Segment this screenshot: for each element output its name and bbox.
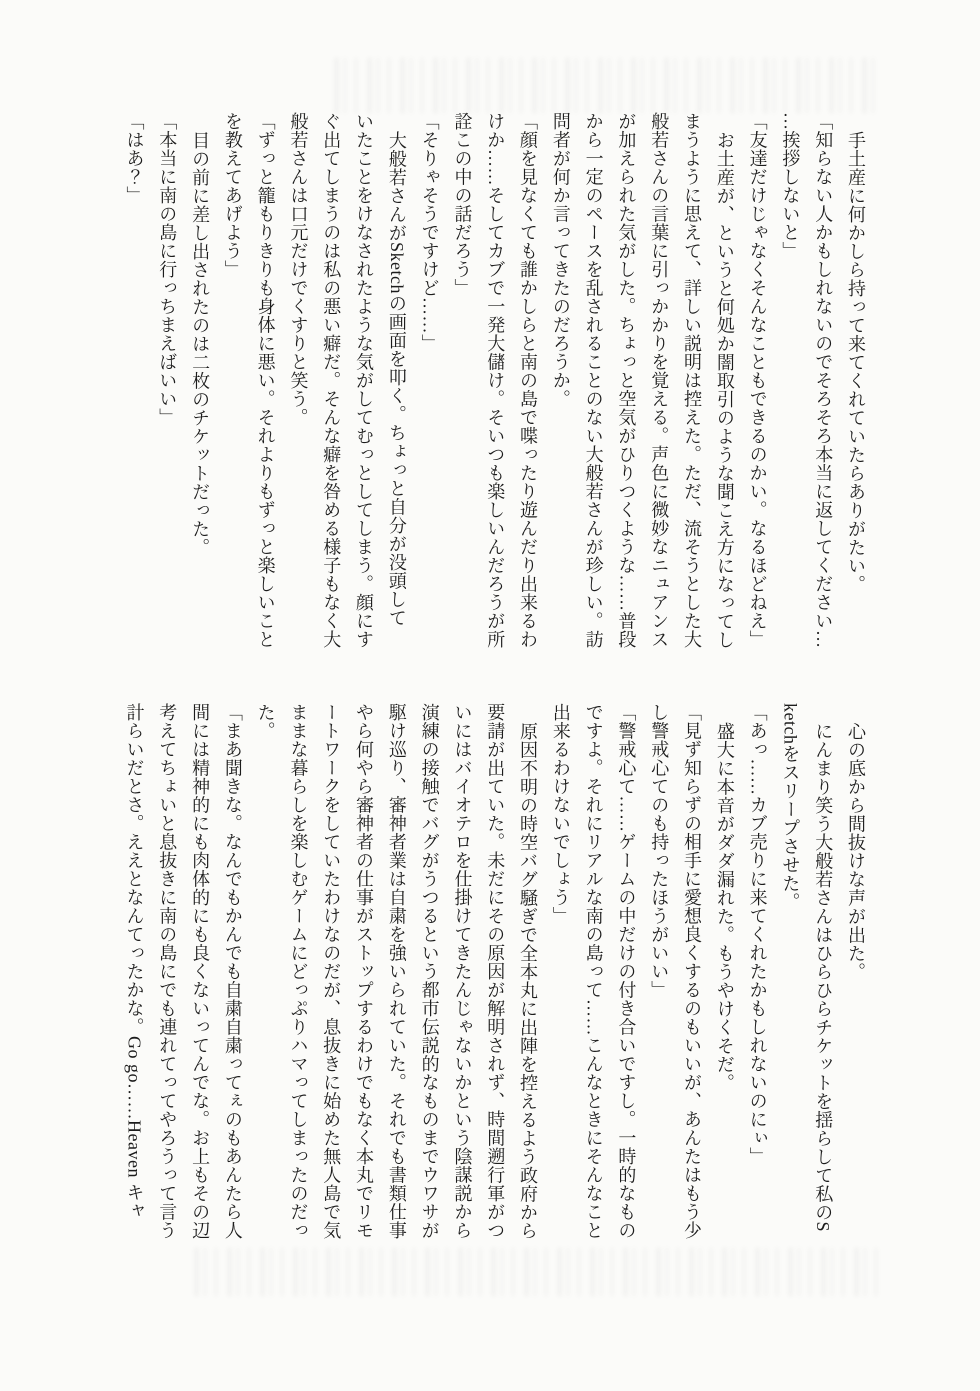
- text-line: お土産が、というと何処か闇取引のような聞こえ方になってし: [714, 130, 735, 649]
- text-line: し警戒心てのも持ったほうがいい」: [649, 703, 670, 999]
- text-line: 要請が出ていた。未だにその原因が解明されず、時間遡行軍がつ: [485, 703, 506, 1240]
- text-line: 盛大に本音がダダ漏れた。もうやけくそだ。: [714, 721, 735, 1092]
- text-line: ketchをスリープさせた。: [780, 703, 801, 911]
- text-line: いにはバイオテロを仕掛けてきたんじゃないかという陰謀説から: [452, 703, 473, 1240]
- text-line: ままな暮らしを楽しむゲームにどっぷりハマってしまったのだっ: [288, 703, 309, 1240]
- showthrough-top: [335, 58, 875, 113]
- text-line: ですよ。それにリアルな南の島って……こんなときにそんなこと: [583, 703, 604, 1240]
- text-line: 演練の接触でバグがうつるという都市伝説的なものまでウワサが: [419, 703, 440, 1240]
- text-line: いたことをけなされたような気がしてむっとしてしまう。顔にす: [354, 112, 375, 649]
- showthrough-bottom: [195, 1248, 885, 1296]
- text-line: 「知らない人かもしれないのでそろそろ本当に返してください…: [813, 112, 834, 649]
- text-line: やら何やら審神者の仕事がストップするわけでもなく本丸でリモ: [354, 703, 375, 1240]
- text-line: 般若さんは口元だけでくすりと笑う。: [288, 112, 309, 427]
- text-line: た。: [255, 703, 276, 740]
- text-line: 「まあ聞きな。なんでもかんでも自粛自粛ってぇのもあんたら人: [222, 703, 243, 1240]
- text-line: 「顔を見なくても誰かしらと南の島で喋ったり遊んだり出来るわ: [518, 112, 539, 649]
- text-line: 「はあ？」: [124, 112, 145, 205]
- text-line: けか……そしてカブで一発大儲け。そいつも楽しいんだろうが所: [485, 112, 506, 649]
- text-line: 「ずっと籠もりきりも身体に悪い。それよりもずっと楽しいこと: [255, 112, 276, 649]
- passage-top: [118, 112, 872, 668]
- text-line: から一定のペースを乱されることのない大般若さんが珍しい。訪: [583, 112, 604, 649]
- text-line: 「見ず知らずの相手に愛想良くするのもいいが、あんたはもう少: [682, 703, 703, 1240]
- text-line: 心の底から間抜けな声が出た。: [846, 721, 866, 981]
- text-line: にんまり笑う大般若さんはひらひらチケットを揺らして私のS: [813, 721, 834, 1232]
- text-line: 「友達だけじゃなくそんなこともできるのかい。なるほどねえ」: [747, 112, 768, 649]
- text-line: 「本当に南の島に行っちまえばいい」: [157, 112, 178, 427]
- text-line: 問者が何か言ってきたのだろうか。: [550, 112, 571, 408]
- text-line: 目の前に差し出されたのは二枚のチケットだった。: [190, 130, 211, 557]
- text-line: 駆け巡り、審神者業は自粛を強いられていた。それでも書類仕事: [386, 703, 407, 1240]
- text-line: 「警戒心て……ゲームの中だけの付き合いですし。一時的なもの: [616, 703, 637, 1240]
- text-line: …挨拶しないと」: [780, 112, 801, 260]
- text-line: 計らいだとさ。ええとなんてったかな。Go go……Heaven キャ: [124, 703, 145, 1220]
- text-line: ートワークをしていたわけなのだが、息抜きに始めた無人島で気: [321, 703, 342, 1240]
- text-line: 般若さんの言葉に引っかかりを覚える。声色に微妙なニュアンス: [649, 112, 670, 649]
- text-line: ぐ出てしまうのは私の悪い癖だ。そんな癖を咎める様子もなく大: [321, 112, 342, 649]
- text-line: 「あっ……カブ売りに来てくれたかもしれないのにぃ」: [747, 703, 768, 1166]
- text-line: 考えてちょいと息抜きに南の島にでも連れてってやろうって言う: [157, 703, 178, 1240]
- text-line: 間には精神的にも肉体的にも良くないってんでな。お上もその辺: [190, 703, 211, 1240]
- text-line: 「そりゃそうですけど……」: [419, 112, 440, 353]
- text-line: 出来るわけないでしょう」: [550, 703, 571, 925]
- text-line: 原因不明の時空バグ騒ぎで全本丸に出陣を控えるよう政府から: [518, 721, 539, 1240]
- text-line: 詮この中の話だろう」: [452, 112, 473, 297]
- text-line: を教えてあげよう」: [222, 112, 243, 279]
- passage-bottom: [118, 703, 872, 1259]
- text-line: が加えられた気がした。ちょっと空気がひりつくような……普段: [616, 112, 637, 649]
- text-line: 大般若さんがSketchの画面を叩く。ちょっと自分が没頭して: [386, 130, 407, 627]
- text-line: 手土産に何かしら持って来てくれていたらありがたい。: [846, 130, 866, 594]
- text-line: まうように思えて、詳しい説明は控えた。ただ、流そうとした大: [682, 112, 703, 649]
